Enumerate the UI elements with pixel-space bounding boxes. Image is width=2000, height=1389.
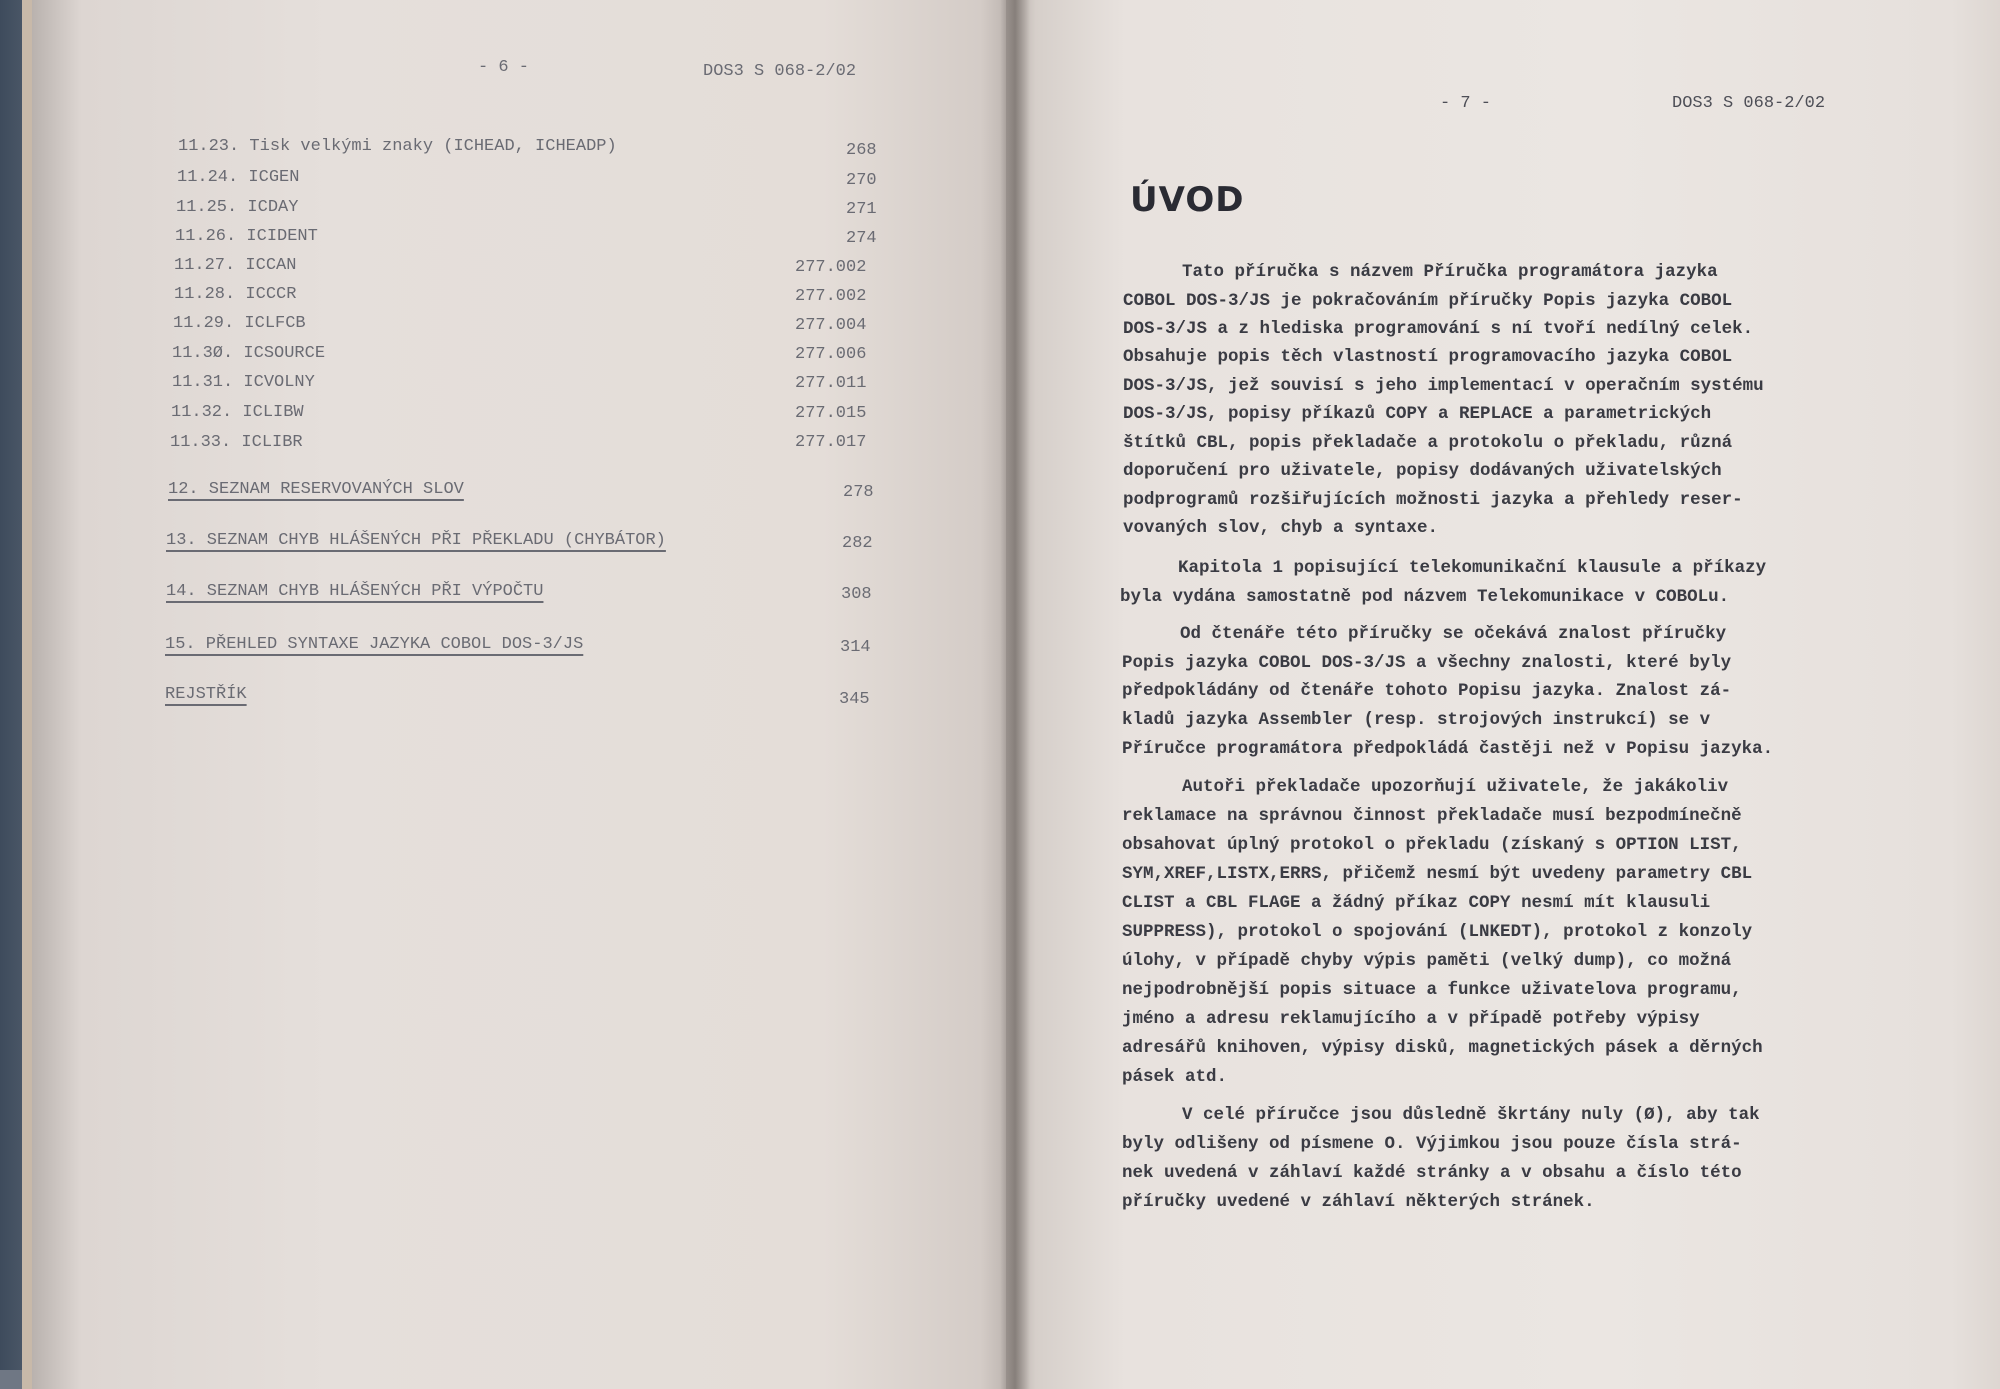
toc-item-page: 277.006	[795, 345, 867, 364]
text-line: SUPPRESS), protokol o spojování (LNKEDT), protokol z konzoly	[1122, 922, 1753, 942]
text-line: pásek atd.	[1122, 1067, 1228, 1087]
toc-item-label: 11.3Ø. ICSOURCE	[172, 344, 326, 363]
toc-item-page: 274	[846, 229, 877, 248]
toc-item-label: 11.32. ICLIBW	[171, 403, 304, 422]
text-line: Obsahuje popis těch vlastností programovacího jazyka COBOL	[1123, 347, 1733, 367]
text-line: COBOL DOS-3/JS je pokračováním příručky Popis jazyka COBOL	[1123, 291, 1733, 311]
text-line: Kapitola 1 popisující telekomunikační klausule a příkazy	[1178, 558, 1767, 578]
chapter-label: 15. PŘEHLED SYNTAXE JAZYKA COBOL DOS-3/JS	[165, 635, 584, 654]
text-line: Tato příručka s názvem Příručka programátora jazyka	[1182, 262, 1718, 282]
toc-item-page: 270	[846, 171, 877, 190]
left-doc-code: DOS3 S 068-2/02	[703, 62, 857, 81]
text-line: DOS-3/JS a z hlediska programování s ní tvoří nedílný celek.	[1123, 319, 1754, 339]
text-line: Příručce programátora předpokládá častěji než v Popisu jazyka.	[1122, 739, 1774, 759]
chapter-page: 282	[842, 534, 873, 553]
toc-item-label: 11.23. Tisk velkými znaky (ICHEAD, ICHEADP)	[178, 137, 617, 156]
text-line: Od čtenáře této příručky se očekává znalost příručky	[1180, 624, 1727, 644]
text-line: kladů jazyka Assembler (resp. strojových instrukcí) se v	[1122, 710, 1711, 730]
text-line: byly odlišeny od písmene O. Výjimkou jsou pouze čísla strá-	[1122, 1134, 1742, 1154]
right-doc-code: DOS3 S 068-2/02	[1672, 94, 1826, 113]
text-line: nejpodrobnější popis situace a funkce uživatelova programu,	[1122, 980, 1742, 1000]
toc-item-label: 11.26. ICIDENT	[175, 227, 318, 246]
text-line: příručky uvedené v záhlaví některých stránek.	[1122, 1192, 1595, 1212]
section-heading: ÚVOD	[1130, 180, 1245, 220]
text-line: DOS-3/JS, popisy příkazů COPY a REPLACE a parametrických	[1123, 404, 1712, 424]
toc-item-label: 11.25. ICDAY	[176, 198, 299, 217]
text-line: byla vydána samostatně pod názvem Telekomunikace v COBOLu.	[1120, 587, 1730, 607]
text-line: Autoři překladače upozorňují uživatele, že jakákoliv	[1182, 777, 1729, 797]
text-line: Popis jazyka COBOL DOS-3/JS a všechny znalosti, které byly	[1122, 653, 1732, 673]
chapter-label: 12. SEZNAM RESERVOVANÝCH SLOV	[168, 480, 464, 499]
toc-item-label: 11.27. ICCAN	[174, 256, 297, 275]
toc-item-page: 271	[846, 200, 877, 219]
chapter-page: 314	[840, 638, 871, 657]
text-line: jméno a adresu reklamujícího a v případě potřeby výpisy	[1122, 1009, 1700, 1029]
toc-item-label: 11.28. ICCCR	[174, 285, 297, 304]
toc-item-page: 277.015	[795, 404, 867, 423]
text-line: podprogramů rozšiřujících možnosti jazyka a přehledy reser-	[1123, 490, 1743, 510]
toc-item-label: 11.24. ICGEN	[177, 168, 300, 187]
chapter-page: 308	[841, 585, 872, 604]
chapter-label: 13. SEZNAM CHYB HLÁŠENÝCH PŘI PŘEKLADU (CHYBÁTOR)	[166, 531, 666, 550]
toc-item-page: 277.004	[795, 316, 867, 335]
text-line: CLIST a CBL FLAGE a žádný příkaz COPY nesmí mít klausuli	[1122, 893, 1711, 913]
text-line: SYM,XREF,LISTX,ERRS, přičemž nesmí být uvedeny parametry CBL	[1122, 864, 1753, 884]
toc-item-label: 11.31. ICVOLNY	[172, 373, 315, 392]
text-line: reklamace na správnou činnost překladače musí bezpodmínečně	[1122, 806, 1742, 826]
text-line: vovaných slov, chyb a syntaxe.	[1123, 518, 1439, 538]
text-line: doporučení pro uživatele, popisy dodávaných uživatelských	[1123, 461, 1722, 481]
chapter-label: 14. SEZNAM CHYB HLÁŠENÝCH PŘI VÝPOČTU	[166, 582, 544, 601]
toc-item-page: 277.017	[795, 433, 867, 452]
text-line: DOS-3/JS, jež souvisí s jeho implementací v operačním systému	[1123, 376, 1764, 396]
chapter-label: REJSTŘÍK	[165, 685, 247, 704]
toc-item-page: 277.011	[795, 374, 867, 393]
text-line: adresářů knihoven, výpisy disků, magnetických pásek a děrných	[1122, 1038, 1763, 1058]
left-page-number: - 6 -	[478, 58, 530, 77]
text-line: obsahovat úplný protokol o překladu (získaný s OPTION LIST,	[1122, 835, 1742, 855]
chapter-page: 345	[839, 690, 870, 709]
text-line: předpokládány od čtenáře tohoto Popisu jazyka. Znalost zá-	[1122, 681, 1732, 701]
toc-item-label: 11.29. ICLFCB	[173, 314, 306, 333]
chapter-page: 278	[843, 483, 874, 502]
text-line: nek uvedená v záhlaví každé stránky a v obsahu a číslo této	[1122, 1163, 1742, 1183]
text-line: V celé příručce jsou důsledně škrtány nuly (Ø), aby tak	[1182, 1105, 1760, 1125]
book-gutter	[1000, 0, 1030, 1389]
right-page-number: - 7 -	[1440, 94, 1492, 113]
toc-item-page: 268	[846, 141, 877, 160]
toc-item-label: 11.33. ICLIBR	[170, 433, 303, 452]
toc-item-page: 277.002	[795, 287, 867, 306]
text-line: štítků CBL, popis překladače a protokolu o překladu, různá	[1123, 433, 1733, 453]
toc-item-page: 277.002	[795, 258, 867, 277]
text-line: úlohy, v případě chyby výpis paměti (velký dump), co možná	[1122, 951, 1732, 971]
